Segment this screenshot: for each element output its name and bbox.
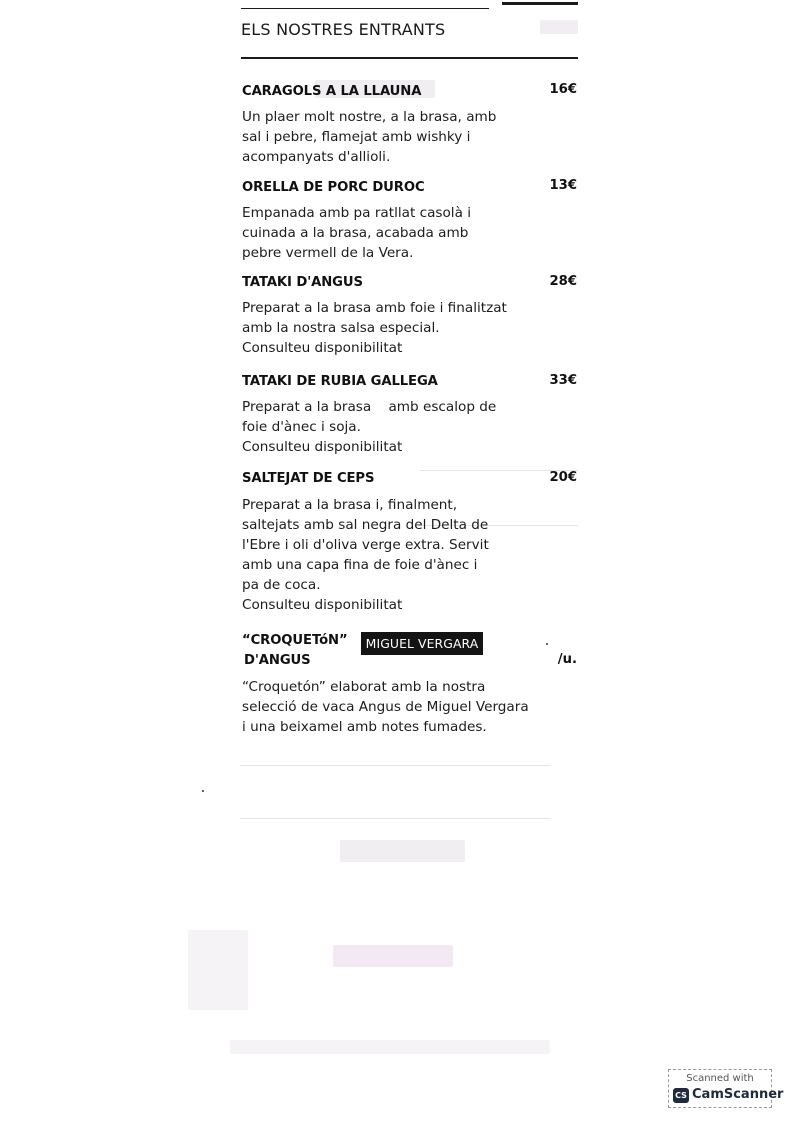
description-line: cuinada a la brasa, acabada amb: [242, 225, 469, 241]
speck: [546, 643, 548, 645]
description-line: l'Ebre i oli d'oliva verge extra. Servit: [242, 537, 489, 553]
bleed-through-line: [240, 818, 550, 819]
menu-item-description: [242, 298, 517, 358]
section-rule: [241, 57, 578, 59]
bleed-through-mark: [540, 20, 578, 34]
description-line: foie d'ànec i soja.: [242, 419, 361, 435]
camscanner-logo-icon: CS: [673, 1088, 689, 1103]
description-line: saltejats amb sal negra del Delta de: [242, 517, 489, 533]
description-line: “Croquetón” elaborat amb la nostra: [242, 679, 486, 695]
description-line: sal i pebre, flamejat amb wishky i: [242, 129, 471, 145]
bleed-through-mark: [340, 840, 465, 862]
menu-item-price: 33€: [549, 373, 577, 388]
top-rule: [241, 8, 489, 9]
menu-item-description: [242, 107, 517, 167]
menu-item-price: 13€: [549, 178, 577, 193]
camscanner-watermark: [668, 1069, 784, 1108]
description-line: Consulteu disponibilitat: [242, 340, 403, 356]
chef-tag: MIGUEL VERGARA: [361, 632, 483, 655]
description-line: pebre vermell de la Vera.: [242, 245, 414, 261]
menu-item-name: TATAKI D'ANGUS: [242, 275, 363, 290]
bleed-through-mark: [230, 1040, 550, 1054]
menu-item-price: 16€: [549, 82, 577, 97]
bleed-through-mark: [333, 945, 453, 967]
description-line: selecció de vaca Angus de Miguel Vergara: [242, 699, 529, 715]
watermark-caption: Scanned with: [686, 1073, 754, 1084]
description-line: amb la nostra salsa especial.: [242, 320, 440, 336]
menu-item-description: [242, 495, 517, 615]
description-line: Empanada amb pa ratllat casolà i: [242, 205, 472, 221]
menu-item-price: 20€: [549, 470, 577, 485]
section-title: ELS NOSTRES ENTRANTS: [241, 20, 446, 39]
watermark-brand: CamScanner: [692, 1087, 784, 1102]
description-line: Consulteu disponibilitat: [242, 439, 403, 455]
description-line: amb una capa fina de foie d'ànec i: [242, 557, 478, 573]
menu-item-price: /u.: [557, 652, 577, 667]
description-line: Preparat a la brasa amb foie i finalitzat: [242, 300, 507, 316]
description-line: Preparat a la brasa amb escalop de: [242, 399, 497, 415]
menu-item-description: [242, 203, 517, 263]
speck: [202, 790, 204, 792]
description-line: i una beixamel amb notes fumades.: [242, 719, 487, 735]
description-line: pa de coca.: [242, 577, 321, 593]
menu-item-name: SALTEJAT DE CEPS: [242, 471, 375, 486]
menu-item-description: [242, 397, 517, 457]
description-line: acompanyats d'allioli.: [242, 149, 391, 165]
menu-item-name: ORELLA DE PORC DUROC: [242, 180, 425, 195]
description-line: Un plaer molt nostre, a la brasa, amb: [242, 109, 497, 125]
top-rule-accent: [502, 2, 578, 5]
menu-item-name: “CROQUETóN”: [242, 633, 348, 648]
bleed-through-line: [240, 765, 550, 766]
bleed-through-mark: [188, 930, 248, 1010]
description-line: Preparat a la brasa i, finalment,: [242, 497, 458, 513]
description-line: Consulteu disponibilitat: [242, 597, 403, 613]
menu-item-name-continued: D'ANGUS: [244, 653, 311, 668]
menu-item-name: TATAKI DE RUBIA GALLEGA: [242, 374, 438, 389]
menu-item-name: CARAGOLS A LA LLAUNA: [242, 84, 422, 99]
menu-item-description: [242, 677, 542, 737]
menu-item-price: 28€: [549, 274, 577, 289]
